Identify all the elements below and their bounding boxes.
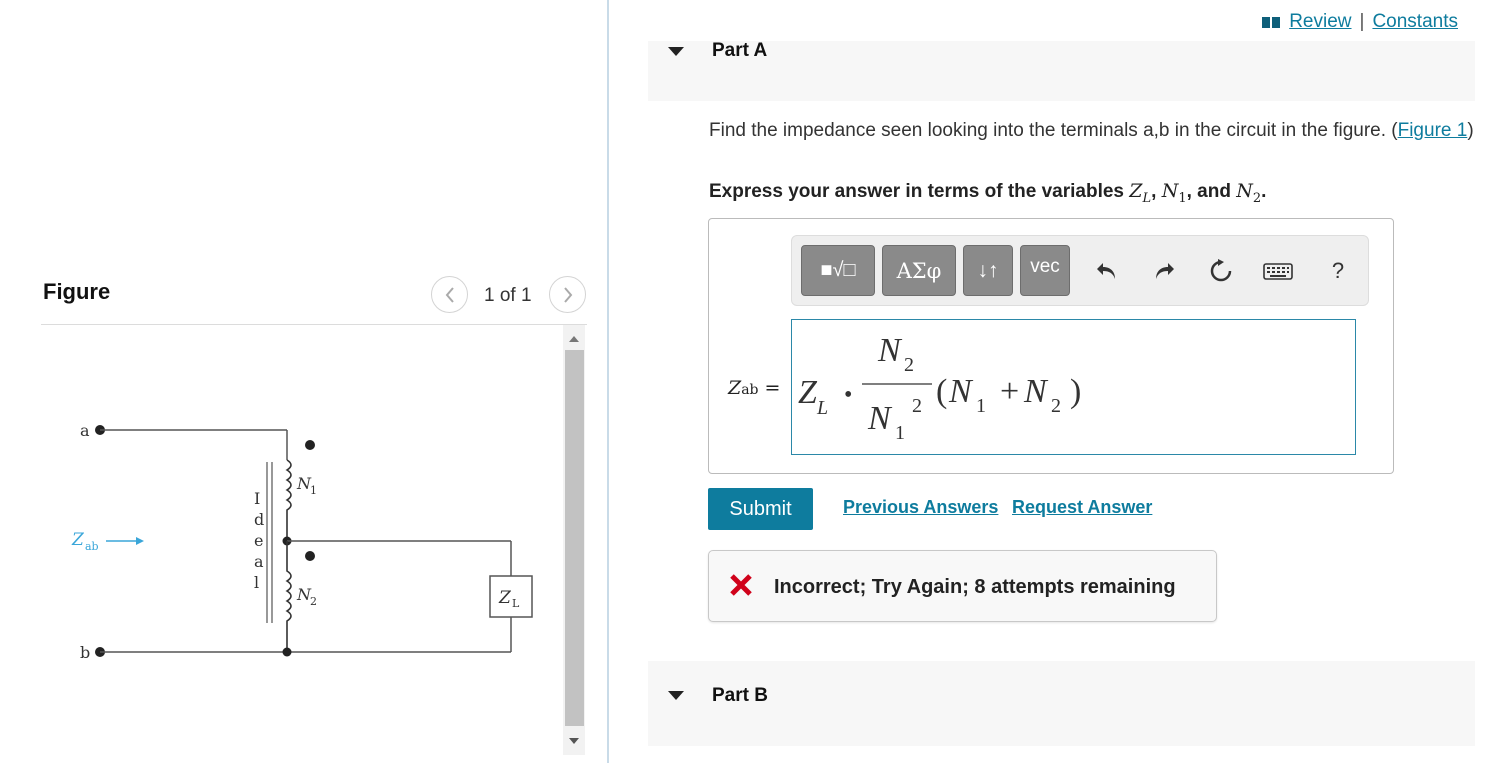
- figure-divider: [41, 324, 587, 325]
- greek-label: ΑΣφ: [896, 258, 942, 283]
- caret-down-icon[interactable]: [668, 47, 684, 56]
- book-icon: [1261, 15, 1281, 29]
- expr-den-exp: 2: [912, 395, 922, 417]
- feedback-box: [708, 550, 1217, 622]
- coil-n2: [287, 541, 291, 651]
- previous-answers-link[interactable]: Previous Answers: [843, 497, 999, 517]
- polarity-dot-n1: [305, 440, 315, 450]
- var-n2-sub: 2: [1252, 190, 1262, 206]
- reset-icon: [1208, 258, 1234, 284]
- answer-label-sub: ab: [741, 382, 759, 398]
- zl-label: Z: [499, 588, 511, 608]
- question-body: Find the impedance seen looking into the terminals a,b in the circuit in the figure. (: [709, 120, 1398, 141]
- greek-button[interactable]: [882, 245, 956, 296]
- instruction-prefix: Express your answer in terms of the variables: [709, 181, 1130, 202]
- terminal-b-label: b: [80, 643, 91, 662]
- core-label-d: d: [254, 510, 265, 529]
- n2-sub: 2: [310, 595, 317, 608]
- zl-sub: L: [512, 597, 520, 610]
- expr-z: Z: [798, 374, 817, 411]
- pane-divider: [607, 0, 609, 763]
- triangle-up-icon: [568, 335, 580, 343]
- part-b-label: Part B: [712, 685, 768, 706]
- vec-label: vec: [1030, 256, 1060, 277]
- answer-label-eq: =: [758, 377, 781, 399]
- expr-n1: N: [949, 373, 972, 410]
- instruction-and: , and: [1186, 181, 1237, 202]
- n2-label: N: [297, 585, 311, 604]
- request-answer-link[interactable]: Request Answer: [1012, 497, 1153, 517]
- next-figure-button[interactable]: [549, 276, 586, 313]
- circuit-diagram: [60, 410, 550, 670]
- figure-scrollbar-thumb[interactable]: [565, 350, 584, 726]
- expr-paren-close: ): [1070, 373, 1082, 410]
- question-close: ): [1467, 120, 1474, 141]
- answer-expression: [792, 320, 1355, 454]
- terminal-a-label: a: [80, 421, 90, 440]
- figure-pager: 1 of 1: [484, 285, 532, 306]
- undo-icon: [1095, 260, 1119, 282]
- expr-n2-sub: 2: [1051, 395, 1061, 417]
- triangle-down-icon: [568, 737, 580, 745]
- var-n1-sub: 1: [1178, 190, 1187, 206]
- feedback-message: Incorrect; Try Again; 8 attempts remaining: [774, 576, 1176, 598]
- part-b-header[interactable]: [648, 661, 1475, 746]
- n1-sub: 1: [310, 484, 317, 497]
- core-label-l: l: [254, 573, 260, 592]
- expr-dot: •: [844, 382, 853, 408]
- polarity-dot-n2: [305, 551, 315, 561]
- incorrect-x-icon: [729, 573, 753, 597]
- core-label-e: e: [254, 531, 264, 550]
- redo-icon: [1152, 260, 1176, 282]
- figure-title: Figure: [43, 279, 111, 304]
- answer-box: [708, 218, 1394, 474]
- zab-arrow-sub: ab: [85, 540, 99, 553]
- var-zl: Z: [1129, 180, 1143, 202]
- expr-plus: +: [1000, 373, 1020, 410]
- load-impedance-box: [490, 576, 532, 617]
- link-separator: |: [1359, 11, 1365, 32]
- instruction-end: .: [1261, 181, 1267, 202]
- expr-den-sub: 1: [895, 422, 905, 444]
- help-label: ?: [1331, 258, 1345, 283]
- expr-n2: N: [1024, 373, 1047, 410]
- instruction-comma: ,: [1151, 181, 1162, 202]
- chevron-left-icon: [444, 286, 456, 304]
- expr-n1-sub: 1: [976, 395, 986, 417]
- chevron-right-icon: [562, 286, 574, 304]
- keyboard-icon: [1263, 261, 1293, 281]
- expr-z-sub: L: [817, 397, 829, 419]
- coil-n1: [287, 460, 291, 540]
- expr-num: N: [878, 332, 901, 369]
- submit-button[interactable]: Submit: [708, 488, 813, 530]
- core-label-a: a: [254, 552, 264, 571]
- reset-button[interactable]: [1206, 256, 1236, 286]
- n1-label: N: [297, 474, 311, 493]
- answer-instruction: [709, 180, 1266, 206]
- part-a-header[interactable]: [648, 41, 1475, 101]
- scroll-up-button[interactable]: [566, 331, 582, 347]
- answer-variable-label: [728, 377, 780, 399]
- redo-button[interactable]: [1149, 256, 1179, 286]
- vector-button[interactable]: [1020, 245, 1070, 296]
- keyboard-button[interactable]: [1262, 256, 1294, 286]
- arrows-button[interactable]: [963, 245, 1013, 296]
- constants-link[interactable]: Constants: [1372, 11, 1458, 32]
- templates-button[interactable]: [801, 245, 875, 296]
- expr-paren-open: (: [936, 373, 948, 410]
- answer-label-z: Z: [728, 377, 742, 399]
- var-n2: N: [1236, 180, 1253, 202]
- expr-den: N: [868, 400, 891, 437]
- arrow-right-icon: [136, 537, 144, 545]
- figure-pane: [0, 0, 608, 763]
- review-link[interactable]: Review: [1289, 11, 1352, 32]
- answer-input[interactable]: [791, 319, 1356, 455]
- var-zl-sub: L: [1142, 190, 1152, 206]
- figure-link[interactable]: Figure 1: [1397, 120, 1468, 141]
- core-label-i: I: [254, 489, 261, 508]
- scroll-down-button[interactable]: [566, 733, 582, 749]
- zab-arrow-label: Z: [72, 530, 84, 550]
- arrows-label: ↓↑: [977, 258, 999, 282]
- var-n1: N: [1161, 180, 1179, 202]
- expr-num-sub: 2: [904, 354, 914, 376]
- previous-figure-button[interactable]: [431, 276, 468, 313]
- undo-button[interactable]: [1092, 256, 1122, 286]
- part-a-label: Part A: [712, 40, 768, 61]
- help-button[interactable]: [1323, 256, 1353, 286]
- templates-label: ■√□: [820, 259, 856, 281]
- caret-down-icon[interactable]: [668, 691, 684, 700]
- top-links: [1261, 11, 1458, 33]
- math-toolbar: [791, 235, 1369, 306]
- question-text: [709, 118, 1474, 143]
